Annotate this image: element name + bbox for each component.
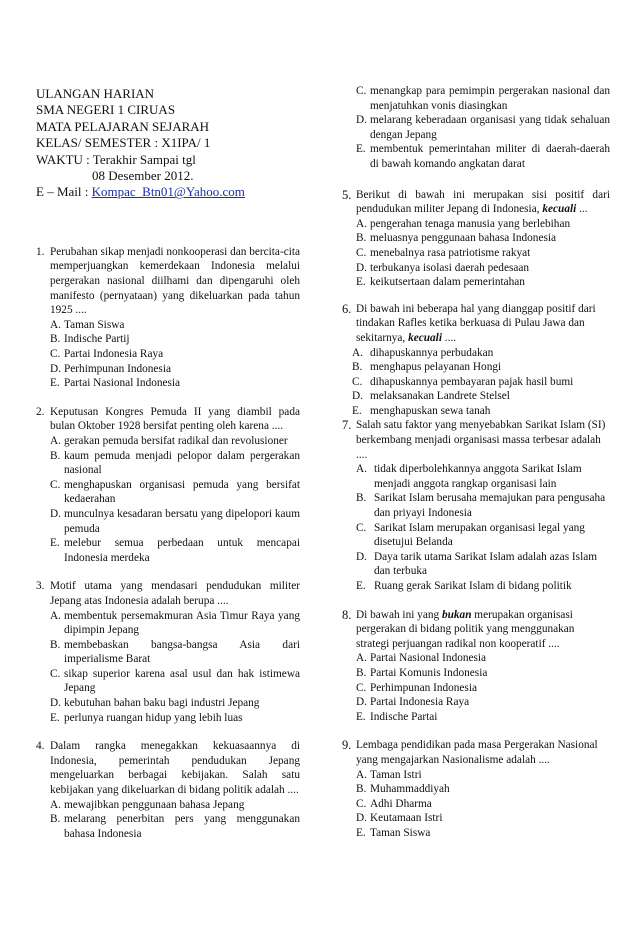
question-number: 9. [342, 738, 352, 753]
option-a [356, 651, 610, 666]
stem-emphasis: kecuali [542, 203, 577, 216]
option-c [50, 667, 300, 696]
option-b [50, 449, 300, 478]
option-c [356, 84, 610, 113]
option-text: membentuk persemakmuran Asia Timur Raya yang dipimpin Jepang [64, 609, 300, 637]
left-column [36, 86, 300, 841]
option-letter: B. [356, 783, 367, 796]
option-letter: D. [352, 390, 363, 403]
question-number: 3. [36, 580, 45, 593]
option-letter: E. [356, 143, 366, 156]
option-c [356, 521, 610, 550]
option-b [356, 666, 610, 681]
option-letter: C. [356, 521, 367, 534]
question-4-continued [356, 84, 610, 172]
option-text: melaksanakan Landrete Stelsel [370, 390, 510, 403]
option-text: menghapus pelayanan Hongi [370, 361, 502, 374]
option-text: Adhi Dharma [370, 797, 432, 810]
options-list [352, 346, 610, 419]
option-a [50, 434, 300, 449]
options-list [356, 768, 610, 841]
option-text: Partai Nasional Indonesia [64, 377, 181, 390]
option-letter: E. [356, 826, 366, 839]
question-3 [36, 579, 300, 725]
header-subject: MATA PELAJARAN SEJARAH [36, 118, 210, 134]
option-text: menghapuskan organisasi pemuda yang bersifat kedaerahan [64, 478, 300, 506]
option-text: pengerahan tenaga manusia yang berlebihan [370, 217, 571, 230]
option-text: gerakan pemuda bersifat radikal dan revolusioner [64, 434, 288, 447]
question-stem [356, 188, 610, 217]
question-stem: Salah satu faktor yang menyebabkan Sarikat Islam (SI) berkembang menjadi organisasi massa terbesar adalah .... [356, 419, 606, 461]
option-letter: B. [50, 449, 61, 462]
header-time: WAKTU : Terakhir Sampai tgl [36, 151, 196, 167]
option-a [356, 217, 610, 232]
question-number: 1. [36, 245, 45, 258]
question-7 [342, 418, 610, 593]
option-letter: A. [356, 652, 367, 665]
question-stem [356, 302, 610, 346]
option-text: Partai Indonesia Raya [64, 348, 164, 360]
option-d [50, 362, 300, 377]
option-letter: D. [356, 261, 367, 274]
option-text: Perhimpunan Indonesia [64, 362, 171, 375]
option-letter: B. [50, 333, 61, 346]
option-letter: B. [50, 813, 61, 826]
option-letter: E. [352, 404, 362, 417]
option-text: melarang penerbitan pers yang menggunakan bahasa Indonesia [64, 813, 300, 840]
exam-header [36, 86, 300, 201]
option-letter: C. [356, 797, 367, 810]
option-d [352, 389, 610, 404]
option-letter: D. [356, 696, 367, 709]
option-letter: D. [50, 362, 61, 375]
option-text: kebutuhan bahan baku bagi industri Jepang [64, 697, 260, 710]
stem-text: Berikut di bawah ini merupakan sisi positif dari pendudukan militer Jepang di Indonesia, [356, 188, 610, 216]
option-text: menebalnya rasa patriotisme rakyat [370, 246, 531, 259]
question-number: 7. [342, 418, 352, 433]
option-text: Partai Nasional Indonesia [370, 652, 487, 665]
question-number: 5. [342, 187, 352, 202]
option-e [50, 536, 300, 565]
option-e [356, 579, 610, 594]
option-text: meluasnya penggunaan bahasa Indonesia [370, 232, 557, 245]
question-1 [36, 245, 300, 391]
option-letter: D. [356, 114, 367, 127]
question-stem: Lembaga pendidikan pada masa Pergerakan Nasional yang mengajarkan Nasionalisme adalah .... [356, 739, 598, 766]
stem-emphasis: bukan [441, 608, 472, 621]
header-email-line [36, 184, 300, 200]
question-5 [342, 188, 610, 290]
option-letter: E. [50, 711, 60, 724]
stem-text: Di bawah ini yang [356, 608, 442, 621]
option-text: kaum pemuda menjadi pelopor dalam pergerakan nasional [64, 449, 300, 477]
option-text: perlunya ruangan hidup yang lebih luas [64, 711, 243, 724]
option-text: Daya tarik utama Sarikat Islam adalah azas Islam dan terbuka [374, 550, 598, 578]
option-a [50, 318, 300, 333]
option-text: Muhammaddiyah [370, 783, 450, 796]
option-e [50, 711, 300, 726]
option-a [356, 462, 610, 491]
option-text: menghapuskan sewa tanah [370, 404, 491, 417]
option-letter: B. [356, 666, 367, 679]
question-stem: Dalam rangka menegakkan kekuasaannya di Indonesia, pemerintah pendudukan Jepang mengeluarkan berbagai kebijakan. Salah satu kebijakan yang dikeluarkan di bidang politik adalah .... [50, 740, 300, 797]
option-letter: C. [356, 246, 367, 259]
option-text: melarang keberadaan organisasi yang tidak sehaluan dengan Jepang [370, 114, 610, 141]
option-text: dihapuskannya perbudakan [370, 346, 494, 359]
option-letter: A. [356, 463, 367, 476]
option-text: Sarikat Islam merupakan organisasi legal yang disetujui Belanda [374, 521, 585, 549]
header-title: ULANGAN HARIAN [36, 86, 155, 101]
option-letter: D. [50, 507, 61, 520]
option-text: Sarikat Islam berusaha memajukan para pengusaha dan priyayi Indonesia [374, 492, 606, 520]
option-b [50, 332, 300, 347]
option-b [50, 812, 300, 841]
option-b [352, 360, 610, 375]
question-9 [342, 738, 610, 840]
option-text: menangkap para pemimpin pergerakan nasional dan menjatuhkan vonis diasingkan [370, 85, 610, 112]
stem-text: Di bawah ini beberapa hal yang dianggap positif dari tindakan Rafles ketika berkuasa di Pulau Jawa dan sekitarnya, [356, 302, 596, 344]
option-c [352, 375, 610, 390]
option-e [50, 376, 300, 391]
option-letter: C. [356, 681, 367, 694]
question-number: 8. [342, 607, 352, 622]
question-6 [342, 302, 610, 419]
option-text: Indische Partai [370, 710, 438, 723]
options-list [356, 462, 610, 593]
options-list [356, 651, 610, 724]
option-letter: C. [352, 375, 363, 388]
option-c [356, 797, 610, 812]
option-letter: E. [356, 580, 366, 592]
option-letter: E. [50, 377, 60, 390]
question-stem [356, 608, 610, 652]
option-a [50, 798, 300, 813]
option-e [356, 275, 610, 290]
option-letter: D. [356, 550, 367, 563]
option-e [356, 826, 610, 841]
option-e [356, 710, 610, 725]
option-b [356, 231, 610, 246]
option-letter: E. [50, 537, 60, 550]
option-text: Indische Partij [64, 333, 130, 346]
option-letter: A. [50, 798, 61, 811]
option-text: Taman Siswa [370, 826, 431, 839]
option-c [50, 347, 300, 362]
question-2 [36, 405, 300, 566]
options-list [50, 798, 300, 842]
option-letter: C. [50, 667, 61, 680]
options-list [50, 318, 300, 391]
question-stem: Keputusan Kongres Pemuda II yang diambil pada bulan Oktober 1928 bersifat penting oleh karena .... [50, 405, 300, 433]
email-link[interactable]: Kompac_Btn01@Yahoo.com [91, 184, 245, 200]
option-text: membentuk pemerintahan militer di daerah-daerah di bawah komando angkatan darat [370, 143, 610, 170]
stem-text-end: merupakan organisasi pergerakan di bidang politik yang menggunakan strategi perjuangan radikal non kooperatif .... [356, 608, 575, 650]
option-letter: A. [50, 609, 61, 622]
option-d [356, 261, 610, 276]
option-letter: C. [50, 348, 61, 360]
right-column [342, 84, 610, 841]
option-letter: B. [352, 361, 363, 374]
option-text: membebaskan bangsa-bangsa Asia dari imperialisme Barat [64, 638, 300, 666]
option-text: terbukanya isolasi daerah pedesaan [370, 261, 530, 274]
header-class: KELAS/ SEMESTER : X1IPA/ 1 [36, 135, 211, 151]
option-text: Perhimpunan Indonesia [370, 681, 477, 694]
option-d [50, 507, 300, 536]
option-letter: A. [50, 318, 61, 331]
email-label: E – Mail : [36, 184, 92, 200]
option-text: dihapuskannya pembayaran pajak hasil bumi [370, 375, 574, 388]
option-text: Taman Siswa [64, 318, 125, 331]
option-b [356, 782, 610, 797]
option-a [356, 768, 610, 783]
option-letter: E. [356, 710, 366, 723]
option-a [50, 609, 300, 638]
option-text: Keutamaan Istri [370, 812, 443, 825]
question-number: 4. [36, 740, 45, 753]
option-a [352, 346, 610, 361]
stem-emphasis: kecuali [408, 331, 442, 344]
stem-text-end: ... [576, 203, 588, 216]
option-text: melebur semua perbedaan untuk mencapai Indonesia merdeka [64, 537, 300, 564]
option-letter: C. [50, 478, 61, 491]
options-list [50, 434, 300, 565]
option-d [356, 113, 610, 142]
question-stem: Perubahan sikap menjadi nonkooperasi dan bercita-cita memperjuangkan kemerdekaan Indonesia melalui pergerakan nasional diilhami dan dipengaruhi oleh manifesto (pernyataan) yang dikeluarkan pada tahun 1925 .... [50, 245, 301, 317]
option-b [356, 491, 610, 520]
option-letter: D. [356, 812, 367, 825]
option-text: Partai Indonesia Raya [370, 696, 470, 709]
stem-text-end: .... [441, 331, 457, 344]
option-letter: A. [356, 217, 367, 230]
option-letter: C. [356, 85, 367, 97]
question-stem: Motif utama yang mendasari pendudukan militer Jepang atas Indonesia adalah berupa .... [50, 580, 300, 607]
option-letter: D. [50, 697, 61, 710]
header-date: 08 Desember 2012. [92, 168, 194, 184]
option-d [356, 811, 610, 826]
option-letter: E. [356, 276, 366, 289]
option-d [356, 550, 610, 579]
option-c [356, 681, 610, 696]
option-letter: B. [356, 492, 367, 505]
option-e [356, 142, 610, 171]
option-c [50, 478, 300, 507]
option-d [356, 695, 610, 710]
option-letter: A. [356, 768, 367, 781]
question-number: 2. [36, 405, 45, 418]
option-d [50, 696, 300, 711]
option-text: Taman Istri [370, 768, 422, 781]
option-letter: B. [356, 232, 367, 245]
option-text: mewajibkan penggunaan bahasa Jepang [64, 798, 245, 811]
option-text: keikutsertaan dalam pemerintahan [370, 276, 525, 289]
question-number: 6. [342, 301, 352, 316]
question-4 [36, 739, 300, 841]
option-letter: A. [352, 346, 363, 359]
options-list [50, 609, 300, 726]
option-e [352, 404, 610, 419]
header-school: SMA NEGERI 1 CIRUAS [36, 102, 176, 118]
option-c [356, 246, 610, 261]
option-b [50, 638, 300, 667]
option-text: munculnya kesadaran bersatu yang dipelopori kaum pemuda [64, 507, 300, 535]
option-text: sikap superior karena asal usul dan hak istimewa Jepang [64, 667, 300, 695]
option-text: Partai Komunis Indonesia [370, 666, 488, 679]
option-text: Ruang gerak Sarikat Islam di bidang politik [374, 580, 572, 592]
option-text: tidak diperbolehkannya anggota Sarikat Islam menjadi anggota rangkap organisasi lain [374, 463, 582, 490]
option-letter: A. [50, 434, 61, 447]
question-8 [342, 608, 610, 725]
option-letter: B. [50, 638, 61, 651]
options-list [356, 217, 610, 290]
